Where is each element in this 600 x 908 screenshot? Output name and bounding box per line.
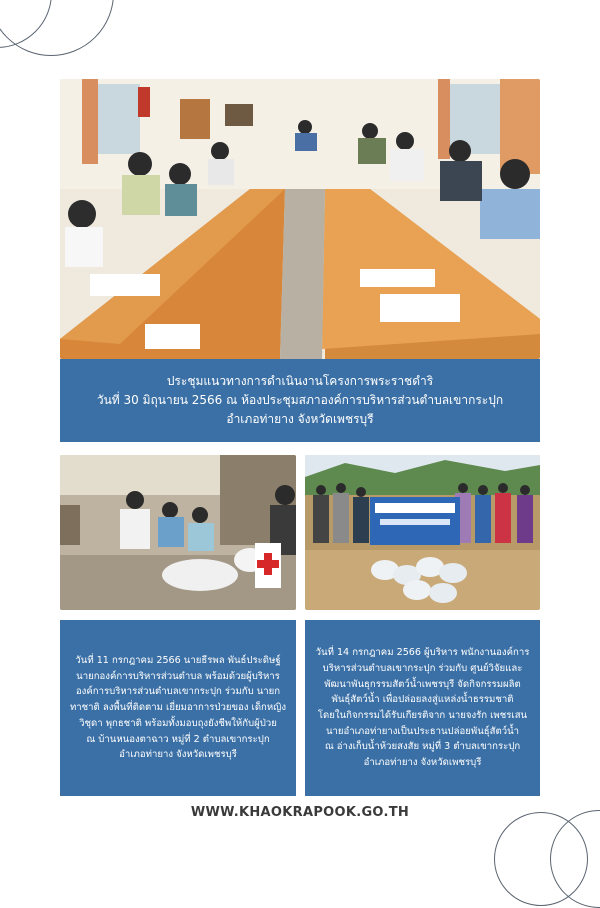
home-visit-caption-line: วิชุดา พุกธชาติ พร้อมทั้งมอบถุงยังชีพให้กับผู้ป่วย bbox=[79, 717, 277, 729]
fish-release-caption-line: พันธุ์สัตว์น้ำ เพื่อปล่อยลงสู่แหล่งน้ำธรรมชาติ bbox=[331, 694, 514, 706]
fish-release-caption-line: พัฒนาพันธุกรรมสัตว์น้ำเพชรบุรี จัดกิจกรรมผลิต bbox=[324, 678, 521, 690]
main-caption-line: วันที่ 30 มิถุนายน 2566 ณ ห้องประชุมสภาองค์การบริหารส่วนตำบลเขากระปุก bbox=[96, 393, 504, 407]
fish-release-caption-line: วันที่ 14 กรกฎาคม 2566 ผู้บริหาร พนักงานองค์การ bbox=[315, 647, 530, 659]
fish-release-caption-line: ณ อ่างเก็บน้ำห้วยสงสัย หมู่ที่ 3 ตำบลเขากระปุก bbox=[324, 741, 521, 753]
home-visit-caption-line: วันที่ 11 กรกฎาคม 2566 นายธีรพล พันธ์ประดิษฐ์ bbox=[75, 655, 281, 667]
main-caption-line: ประชุมแนวทางการดำเนินงานโครงการพระราชดำริ bbox=[166, 374, 434, 388]
meeting-photo bbox=[60, 79, 540, 359]
fish-release-caption-line: โดยในกิจกรรมได้รับเกียรติจาก นายจงรัก เพชรเสน bbox=[317, 710, 528, 721]
home-visit-caption-line: อำเภอท่ายาง จังหวัดเพชรบุรี bbox=[119, 749, 237, 761]
home-visit-caption-line: องค์การบริหารส่วนตำบลเขากระปุก ร่วมกับ นายก bbox=[75, 686, 281, 698]
website-link[interactable]: WWW.KHAOKRAPOOK.GO.TH bbox=[190, 805, 410, 820]
fish-release-photo bbox=[305, 455, 540, 610]
home-visit-caption-line: ทาชาติ ลงพื้นที่ติดตาม เยี่ยมอาการป่วยของ เด็กหญิง bbox=[69, 702, 287, 714]
fish-release-caption-line: นายอำเภอท่ายางเป็นประธานปล่อยพันธุ์สัตว์น้ำ bbox=[325, 725, 520, 737]
home-visit-caption-box bbox=[60, 620, 296, 796]
fish-release-caption-line: อำเภอท่ายาง จังหวัดเพชรบุรี bbox=[363, 757, 482, 769]
decorative-circle-top-left-outer bbox=[0, 0, 114, 56]
fish-release-caption-box bbox=[305, 620, 540, 796]
main-caption-box bbox=[60, 359, 540, 442]
main-caption-line: อำเภอท่ายาง จังหวัดเพชรบุรี bbox=[226, 412, 374, 426]
home-visit-caption-line: ณ บ้านหนองตาฉาว หมู่ที่ 2 ตำบลเขากระปุก bbox=[86, 733, 270, 745]
home-visit-caption-line: นายกองค์การบริหารส่วนตำบล พร้อมด้วยผู้บริหาร bbox=[76, 670, 280, 682]
home-visit-photo bbox=[60, 455, 296, 610]
fish-release-caption-line: บริหารส่วนตำบลเขากระปุก ร่วมกับ ศูนย์วิจัยและ bbox=[322, 662, 523, 674]
